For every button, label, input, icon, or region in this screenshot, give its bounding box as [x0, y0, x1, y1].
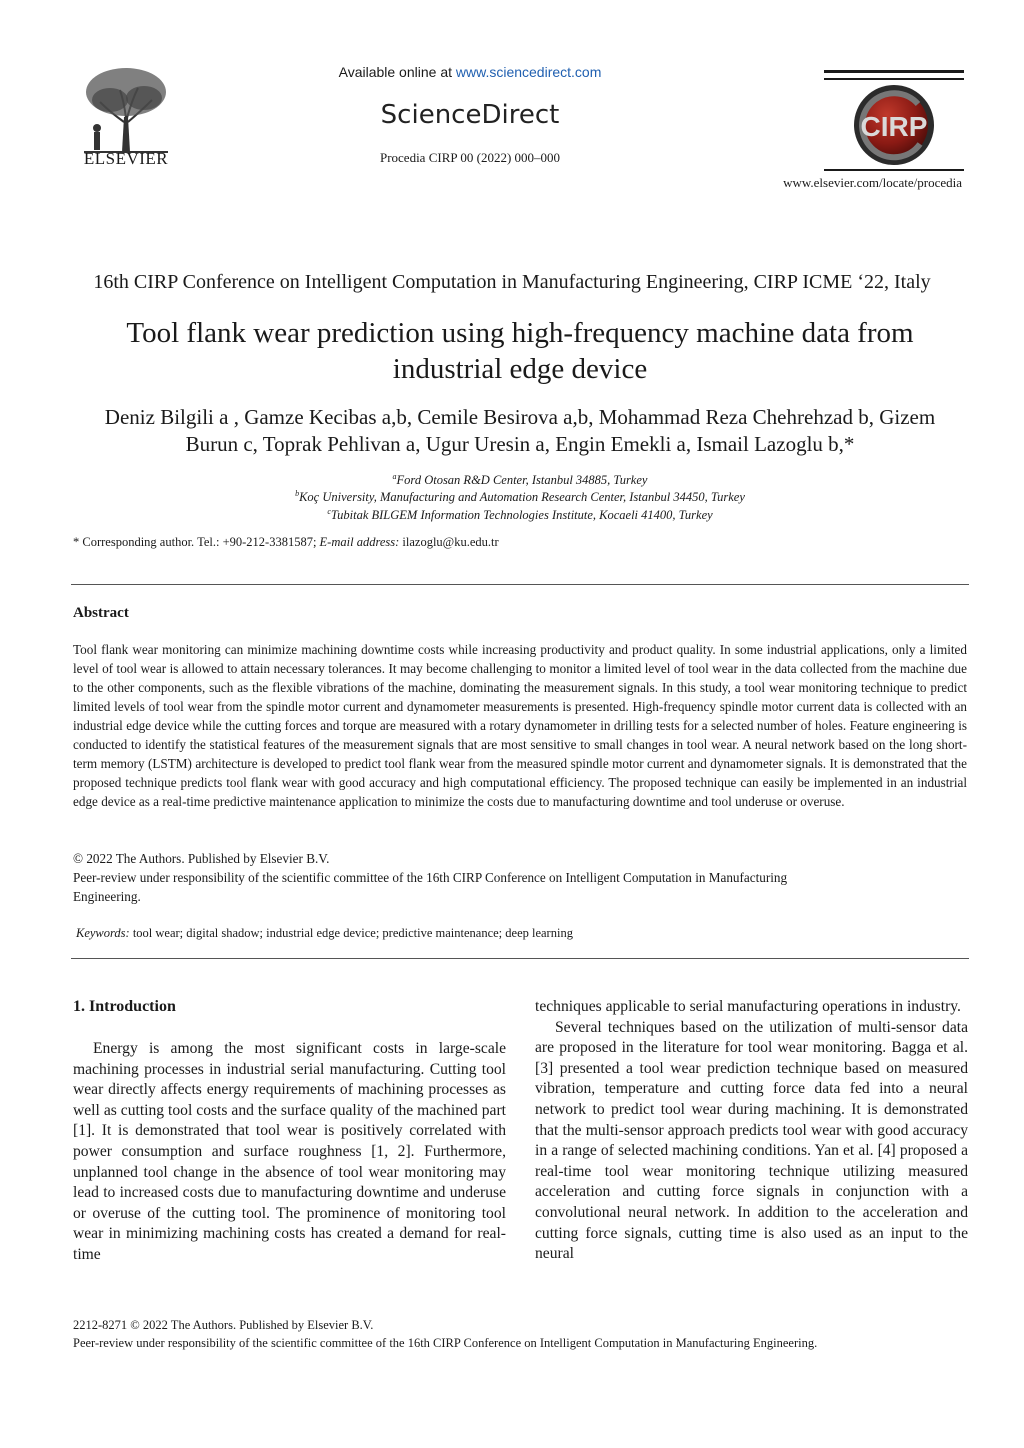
keywords: [76, 926, 573, 941]
abstract-copyright: © 2022 The Authors. Published by Elsevier B.V.: [73, 851, 330, 866]
intro-paragraph-1-cont: techniques applicable to serial manufacturing operations in industry.: [535, 998, 961, 1015]
keywords-label: Keywords:: [76, 926, 130, 940]
cirp-logo: [848, 82, 940, 168]
conference-name: 16th CIRP Conference on Intelligent Computation in Manufacturing Engineering, CIRP ICME ‘22, Italy: [93, 271, 931, 293]
affiliation-a: $^a$Ford Otosan R&D Center, Istanbul 34885, Turkey: [392, 472, 648, 488]
author-line-1: Deniz Bilgili a , Gamze Kecibas a,b, Cemile Besirova a,b, Mohammad Reza Chehrehzad b, Gizem: [104, 405, 936, 429]
paper-title-line-1: Tool flank wear prediction using high-frequency machine data from: [126, 317, 914, 349]
abstract-heading: Abstract: [73, 605, 129, 621]
paper-title: [90, 315, 950, 387]
journal-citation: Procedia CIRP 00 (2022) 000–000: [379, 150, 561, 165]
author-line-2: Burun c, Toprak Pehlivan a, Ugur Uresin a, Engin Emekli a, Ismail Lazoglu b,*: [185, 432, 855, 456]
cirp-top-rule: [824, 70, 964, 73]
cirp-bottom-rule: [824, 169, 964, 171]
abstract-body: Tool flank wear monitoring can minimize machining downtime costs while increasing productivity and product quality. In some industrial applications, only a limited level of tool wear is allowed to attain necessary tolerances. It may become challenging to monitor a limited level of tool wear in the data collected from the machine due to the other components, such as the flexible vibrations of the machine, dominating the measurement signals. In this study, a tool wear monitoring technique to predict limited levels of tool wear from the spindle motor current and dynamometer measurements is presented. High-frequency spindle motor current data is collected with an industrial edge device while the cutting forces and torque are measured with a rotary dynamometer in drilling tests for a selected number of holes. Feature engineering is conducted to identify the statistical features of the measurement signals that are most sensitive to small changes in tool wear. A neural network based on the long short-term memory (LSTM) architecture is developed to predict tool flank wear from the measured spindle motor current and dynamometer signals. It is demonstrated that the proposed technique predicts tool flank wear with good accuracy and high computational efficiency. The proposed technique can easily be implemented in an industrial edge device as a real-time predictive maintenance application to minimize the costs due to manufacturing downtime and tool underuse or overuse.: [73, 642, 967, 809]
author-list: [70, 404, 970, 458]
divider-top: [71, 584, 969, 585]
author-email[interactable]: ilazoglu@ku.edu.tr: [399, 535, 499, 549]
abstract-peer-review: Peer-review under responsibility of the scientific committee of the 16th CIRP Conference on Intelligent Computation in Manufacturing: [73, 870, 788, 885]
sciencedirect-link[interactable]: www.sciencedirect.com: [455, 64, 602, 80]
intro-paragraph-2: Several techniques based on the utilization of multi-sensor data are proposed in the literature for tool wear monitoring. Bagga et al. [3] presented a tool wear prediction technique based on measured vibration, temperature and cutting force data fed into a neural network to predict tool wear during machining. It is demonstrated that the multi-sensor approach predicts tool wear with good accuracy in a range of selected machining conditions. Yan et al. [4] proposed a real-time tool wear monitoring technique utilizing measured acceleration and cutting force signals in conjunction with a convolutional neural network. In addition to the acceleration and cutting force signals, cutting time is also used as an input to the neural: [535, 1018, 968, 1263]
footer-peer-review: Peer-review under responsibility of the scientific committee of the 16th CIRP Conference on Intelligent Computation in Manufacturing Engineering.: [73, 1336, 818, 1350]
cirp-logo-text: CIRP: [860, 111, 928, 142]
publisher-name: ELSEVIER: [83, 149, 169, 168]
section-heading-introduction: 1. Introduction: [73, 998, 176, 1015]
available-prefix: Available online at: [338, 64, 456, 80]
divider-bottom: [71, 958, 969, 959]
platform-name: ScienceDirect: [380, 100, 560, 130]
cirp-top-rule-thin: [824, 78, 964, 80]
journal-url[interactable]: www.elsevier.com/locate/procedia: [783, 175, 962, 190]
footer-issn: 2212-8271 © 2022 The Authors. Published by Elsevier B.V.: [73, 1318, 374, 1332]
affiliation-b: $^b$Koç University, Manufacturing and Automation Research Center, Istanbul 34450, Turkey: [295, 489, 745, 505]
paper-title-line-2: industrial edge device: [392, 353, 648, 385]
keywords-list: tool wear; digital shadow; industrial edge device; predictive maintenance; deep learning: [129, 926, 573, 940]
intro-right-column: [535, 997, 968, 1265]
affiliation-c: $^c$Tubitak BILGEM Information Technologies Institute, Kocaeli 41400, Turkey: [327, 507, 713, 523]
available-online-line: [300, 64, 640, 80]
abstract-peer-review-cont: Engineering.: [73, 889, 141, 904]
intro-paragraph-1: Energy is among the most significant costs in large-scale machining processes in industrial serial manufacturing. Cutting tool wear directly affects energy requirements of machining processes as well as cutting tool costs and the surface quality of the machined part [1]. It is demonstrated that tool wear is positively correlated with power consumption and surface roughness [1, 2]. Furthermore, unplanned tool change in the absence of tool wear monitoring may lead to increased costs due to manufacturing downtime and underuse or overuse of the cutting tool. The prominence of monitoring tool wear in minimizing machining costs has created a demand for real-time: [73, 1040, 506, 1263]
intro-left-column: [73, 1039, 506, 1266]
corresponding-author: * Corresponding author. Tel.: +90-212-3381587; E-mail address: ilazoglu@ku.edu.tr: [73, 535, 499, 549]
